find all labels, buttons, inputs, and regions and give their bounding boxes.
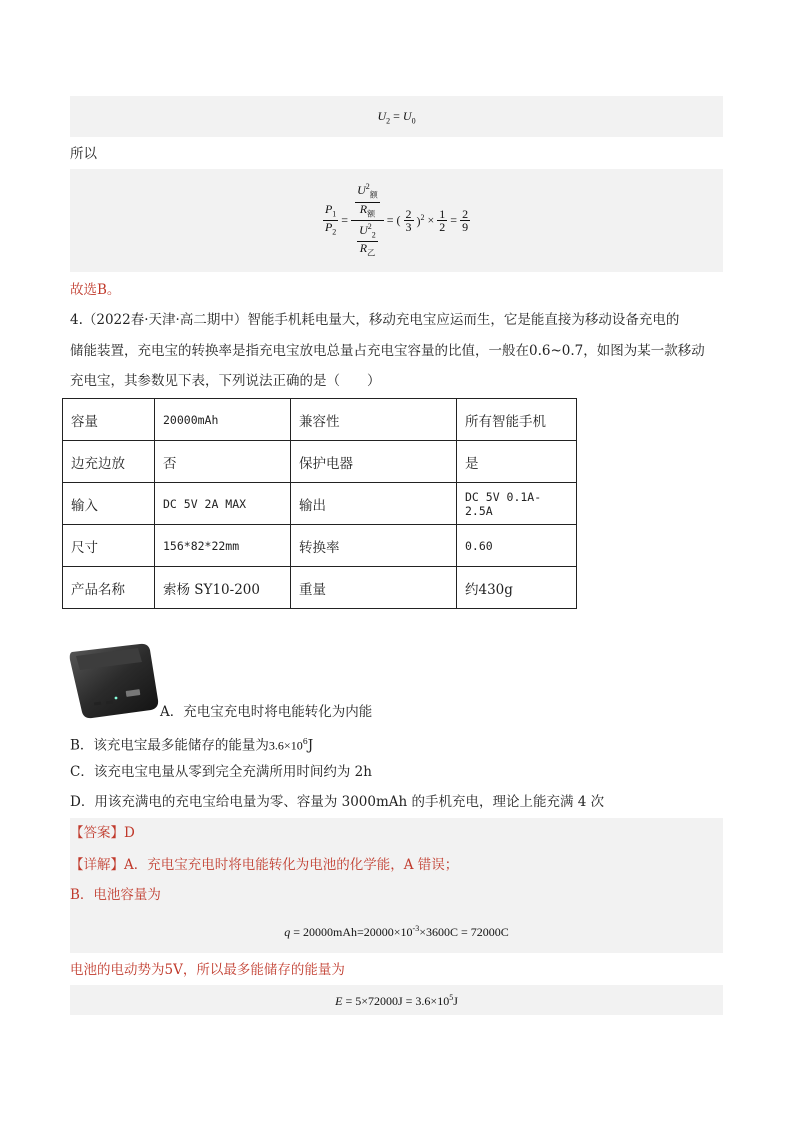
table-cell: DC 5V 2A MAX: [155, 483, 291, 525]
answer-value: D: [124, 825, 135, 841]
table-row: [63, 441, 577, 483]
eq1-lhs: U: [377, 109, 387, 123]
option-c: C．该充电宝电量从零到完全充满所用时间约为 2h: [70, 764, 372, 780]
table-cell: 转换率: [291, 525, 457, 567]
eq1-lhs-sub: 2: [386, 116, 391, 126]
power-bank-image: [68, 642, 160, 720]
eq3-exp: -3: [412, 924, 420, 933]
question-line-3: 充电宝，其参数见下表，下列说法正确的是（ ）: [70, 373, 381, 389]
table-cell: 20000mAh: [155, 399, 291, 441]
equation-block-power-ratio: $\frac{P_1}{P_2}$ = $\frac{\frac{U^2_额}{R_额}}{\frac{U^2_2}{R_乙}}$ = ( $\frac{2}{3}$ )$^2$ × $\frac{1}{2}$ = $\frac{2}{9}$: [70, 169, 723, 272]
detail-text: A．充电宝充电时将电能转化为电池的化学能，A 错误；: [124, 857, 459, 873]
table-cell: 边充边放: [63, 441, 155, 483]
p-ratio-fraction: $\frac{P_1}{P_2}$: [324, 201, 337, 237]
table-cell: 156*82*22mm: [155, 525, 291, 567]
table-cell: 容量: [63, 399, 155, 441]
table-cell: 是: [457, 441, 577, 483]
eq3-display: = 20000mAh=20000×10: [293, 925, 413, 939]
table-row: [63, 483, 577, 525]
option-b: B．该充电宝最多能储存的能量为$3.6\times 10^6J$: [70, 737, 314, 754]
detail-line: [70, 856, 458, 874]
equation-block-capacity: $q = 20000mAh=20000\times 10^{-3}\times 3600C = 72000C$: [70, 910, 723, 953]
question-line-2: 储能装置，充电宝的转换率是指充电宝放电总量占充电宝容量的比值，一般在0.6~0.7，如图为某一款移动: [70, 343, 705, 359]
option-a: A．充电宝充电时将电能转化为内能: [160, 704, 373, 720]
eq3-rest: ×3600C = 72000C: [419, 925, 509, 939]
detail-label: 【详解】: [70, 857, 124, 873]
table-cell: 否: [155, 441, 291, 483]
table-cell: 索杨 SY10-200: [155, 567, 291, 609]
answer-label: 【答案】: [70, 825, 124, 841]
option-d: D．用该充满电的充电宝给电量为零、容量为 3000mAh 的手机充电，理论上能充满 4 次: [70, 794, 605, 810]
table-cell: 输入: [63, 483, 155, 525]
answer-line: [70, 824, 135, 842]
table-cell: DC 5V 0.1A-2.5A: [457, 483, 577, 525]
table-cell: 输出: [291, 483, 457, 525]
table-cell: 兼容性: [291, 399, 457, 441]
compound-fraction: $\frac{\frac{U^2_额}{R_额}}{\frac{U^2_2}{R_乙}}$: [351, 181, 384, 260]
table-row: [63, 525, 577, 567]
table-cell: 所有智能手机: [457, 399, 577, 441]
b-detail-text: B．电池容量为: [70, 887, 161, 903]
table-cell: 重量: [291, 567, 457, 609]
eq1-rhs-sub: 0: [411, 116, 416, 126]
choose-b-text: 故选B。: [70, 282, 121, 298]
table-cell: 保护电器: [291, 441, 457, 483]
eq4-display: = 5×72000J = 3.6×10: [342, 994, 450, 1008]
eq4-unit: J: [453, 994, 458, 1008]
emf-text: 电池的电动势为5V，所以最多能储存的能量为: [70, 962, 345, 978]
table-cell: 尺寸: [63, 525, 155, 567]
question-line-1: 4.（2022春·天津·高二期中）智能手机耗电量大，移动充电宝应运而生，它是能直接为移动设备充电的: [70, 312, 680, 328]
equation-block-energy: $E = 5\times 72000J = 3.6\times 10^5J$: [70, 985, 723, 1015]
table-row: [63, 399, 577, 441]
table-cell: 产品名称: [63, 567, 155, 609]
eq1-rhs: U: [402, 109, 412, 123]
equation-block-u2: [70, 96, 723, 137]
power-bank-spec-table: [62, 398, 577, 609]
table-cell: 0.60: [457, 525, 577, 567]
suoyi-text: 所以: [70, 146, 97, 162]
table-cell: 约430g: [457, 567, 577, 609]
table-row: [63, 567, 577, 609]
eq4-exp: 5: [449, 993, 454, 1002]
eq1-equals: =: [393, 109, 400, 123]
